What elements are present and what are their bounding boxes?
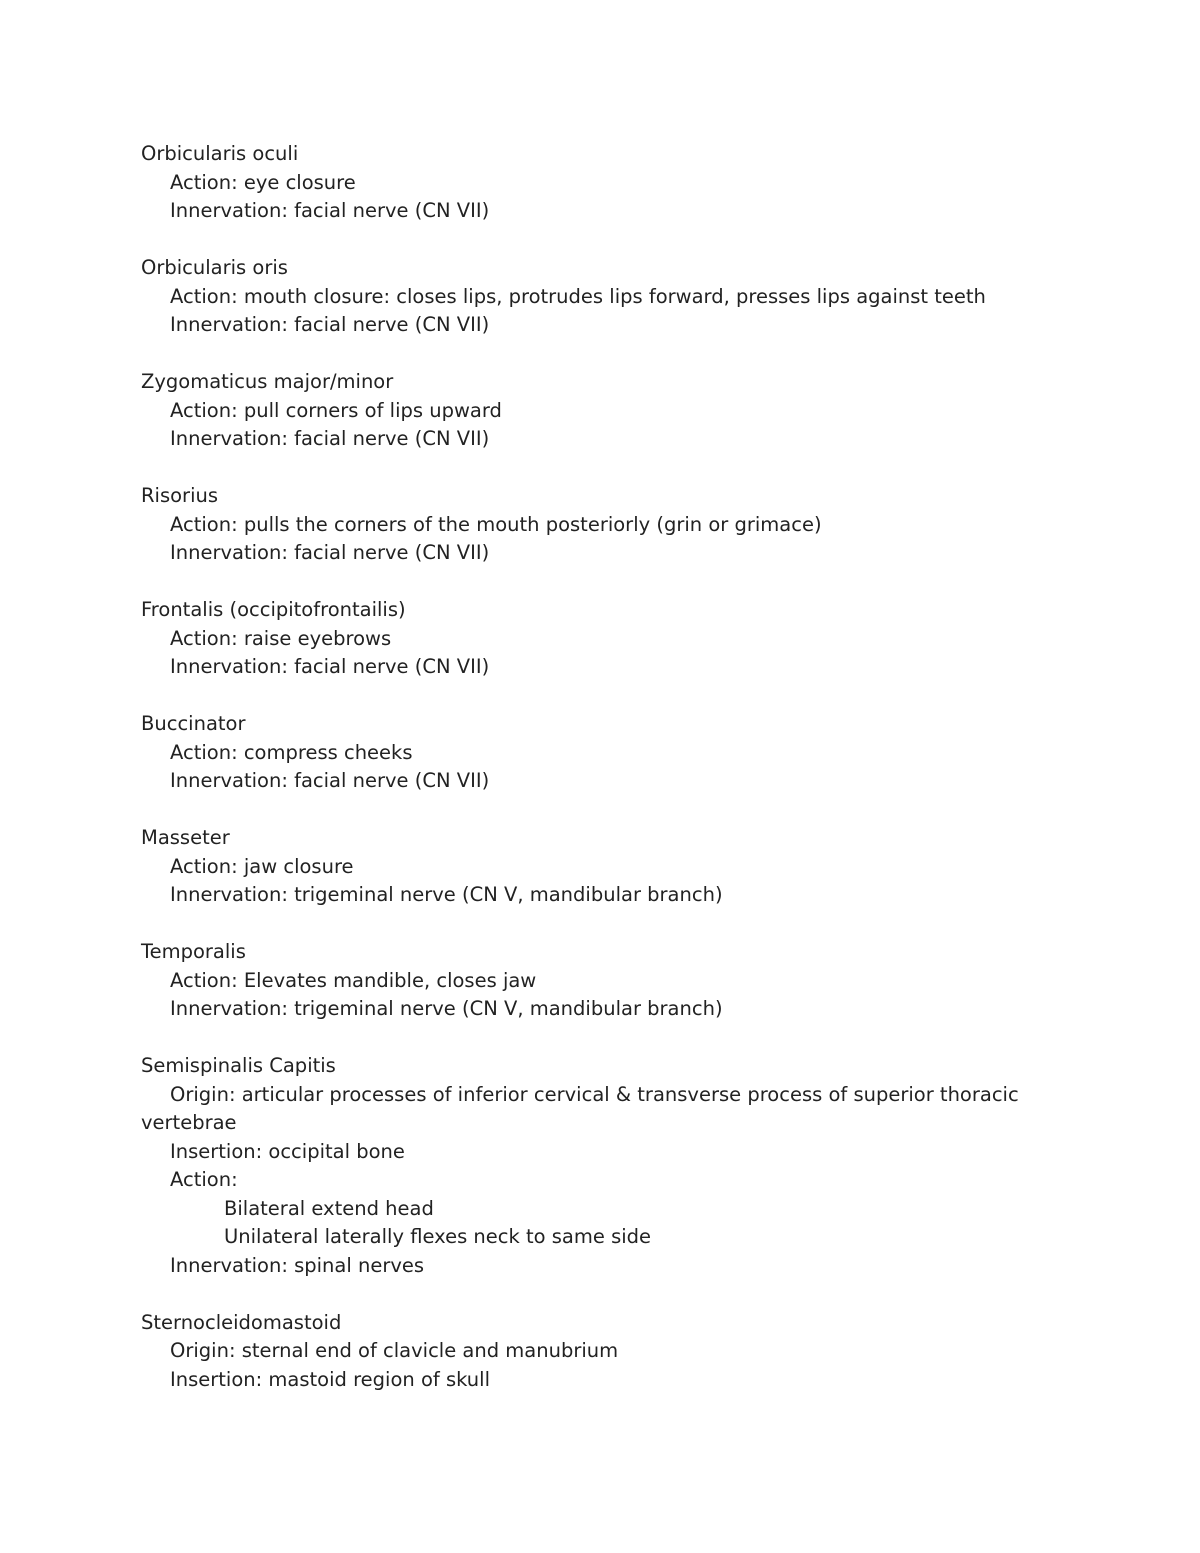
muscle-origin: Origin: sternal end of clavicle and manubrium	[170, 1339, 619, 1362]
muscle-innervation: Innervation: facial nerve (CN VII)	[170, 313, 490, 336]
muscle-entry-semispinalis	[141, 1052, 1021, 1280]
muscle-action: Action: pull corners of lips upward	[170, 398, 502, 422]
muscle-name: Temporalis	[141, 940, 246, 963]
muscle-action: Action: raise eyebrows	[170, 626, 392, 650]
muscle-origin-continued: vertebrae	[141, 1111, 237, 1134]
spacer	[141, 910, 1021, 939]
muscle-innervation: Innervation: facial nerve (CN VII)	[170, 655, 490, 678]
muscle-innervation: Innervation: trigeminal nerve (CN V, mandibular branch)	[170, 997, 723, 1020]
muscle-name: Orbicularis oris	[141, 256, 288, 279]
muscle-innervation: Innervation: spinal nerves	[170, 1253, 425, 1277]
muscle-entry	[141, 254, 1021, 340]
muscle-insertion: Insertion: mastoid region of skull	[170, 1367, 490, 1391]
muscle-name: Semispinalis Capitis	[141, 1054, 336, 1077]
muscle-name: Zygomaticus major/minor	[141, 370, 394, 393]
muscle-innervation: Innervation: trigeminal nerve (CN V, mandibular branch)	[170, 883, 723, 906]
muscle-action: Action: compress cheeks	[170, 740, 413, 764]
muscle-origin: Origin: articular processes of inferior cervical & transverse process of superior thoracic	[170, 1082, 1019, 1106]
muscle-action: Action: pulls the corners of the mouth posteriorly (grin or grimace)	[170, 512, 822, 536]
muscle-entry	[141, 938, 1021, 1024]
muscle-entry-sternocleidomastoid	[141, 1309, 1021, 1395]
muscle-name: Orbicularis oculi	[141, 142, 299, 165]
muscle-entry	[141, 368, 1021, 454]
muscle-name: Buccinator	[141, 712, 246, 735]
muscle-innervation: Innervation: facial nerve (CN VII)	[170, 541, 490, 564]
muscle-entry	[141, 710, 1021, 796]
spacer	[141, 568, 1021, 597]
muscle-name: Sternocleidomastoid	[141, 1310, 342, 1334]
muscle-action: Action: Elevates mandible, closes jaw	[170, 968, 537, 992]
muscle-name: Frontalis (occipitofrontailis)	[141, 598, 406, 621]
muscle-action: Action:	[170, 1168, 238, 1191]
muscle-insertion: Insertion: occipital bone	[170, 1139, 405, 1163]
muscle-action: Action: eye closure	[170, 170, 356, 194]
document-page	[141, 140, 1021, 1394]
muscle-action: Action: mouth closure: closes lips, protrudes lips forward, presses lips against teeth	[170, 284, 986, 308]
muscle-entry	[141, 482, 1021, 568]
spacer	[141, 454, 1021, 483]
spacer	[141, 682, 1021, 711]
spacer	[141, 1024, 1021, 1053]
muscle-entry	[141, 596, 1021, 682]
muscle-innervation: Innervation: facial nerve (CN VII)	[170, 769, 490, 792]
muscle-action-bilateral: Bilateral extend head	[224, 1196, 434, 1220]
muscle-entry	[141, 140, 1021, 226]
muscle-action-unilateral: Unilateral laterally flexes neck to same side	[224, 1225, 652, 1248]
muscle-innervation: Innervation: facial nerve (CN VII)	[170, 427, 490, 450]
muscle-action: Action: jaw closure	[170, 854, 354, 878]
muscle-name: Risorius	[141, 484, 219, 507]
muscle-name: Masseter	[141, 826, 230, 849]
spacer	[141, 796, 1021, 825]
spacer	[141, 226, 1021, 255]
muscle-innervation: Innervation: facial nerve (CN VII)	[170, 199, 490, 222]
muscle-entry	[141, 824, 1021, 910]
spacer	[141, 340, 1021, 369]
spacer	[141, 1280, 1021, 1309]
